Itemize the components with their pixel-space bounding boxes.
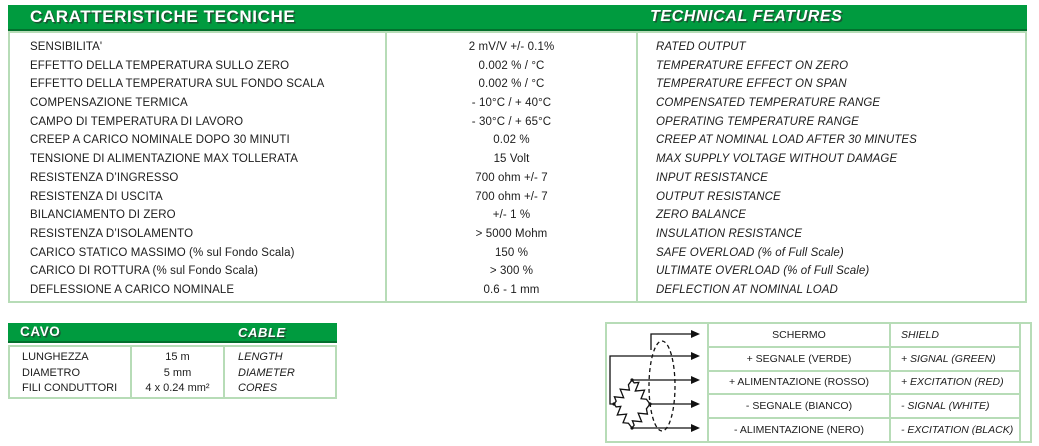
- wire-arrow-heads: [691, 330, 700, 432]
- cable-column-values: [132, 347, 225, 397]
- spec-label-it: RESISTENZA D’ISOLAMENTO: [30, 227, 194, 240]
- spec-value: > 5000 Mohm: [475, 227, 548, 240]
- wire-label-it: SCHERMO: [709, 324, 891, 346]
- cable-value: 5 mm: [163, 366, 192, 379]
- wiring-table: [707, 324, 1021, 441]
- spec-value: 2 mV/V +/- 0.1%: [468, 41, 555, 53]
- cable-column-english: [225, 347, 335, 397]
- specs-column-italian: [10, 33, 387, 301]
- wheatstone-bridge-diagram: [607, 324, 707, 441]
- spec-value: 15 Volt: [493, 153, 530, 166]
- spec-label-it: DEFLESSIONE A CARICO NOMINALE: [30, 283, 235, 296]
- cable-label-it: LUNGHEZZA: [22, 351, 89, 363]
- spec-value: - 10°C / + 40°C: [471, 97, 552, 110]
- spec-value: 0.6 - 1 mm: [483, 283, 540, 296]
- cable-label-it: FILI CONDUTTORI: [22, 382, 118, 394]
- wiring-section: [605, 322, 1032, 443]
- wire-label-en: - SIGNAL (WHITE): [901, 400, 990, 413]
- specs-column-values: [387, 33, 638, 301]
- wire-label-it: + ALIMENTAZIONE (ROSSO): [709, 372, 891, 394]
- spec-label-en: DEFLECTION AT NOMINAL LOAD: [656, 283, 838, 296]
- wiring-diagram-area: [607, 324, 707, 441]
- spec-label-en: MAX SUPPLY VOLTAGE WITHOUT DAMAGE: [656, 153, 898, 166]
- spec-value: 700 ohm +/- 7: [475, 190, 548, 203]
- wiring-row-signal-plus: [709, 348, 1019, 372]
- wire-label-it: + SEGNALE (VERDE): [709, 348, 891, 370]
- spec-label-it: CREEP A CARICO NOMINALE DOPO 30 MINUTI: [30, 134, 290, 147]
- cable-column-italian: [10, 347, 132, 397]
- spec-value: 150 %: [494, 246, 529, 259]
- spec-value: +/- 1 %: [492, 209, 531, 222]
- cable-label-it: DIAMETRO: [22, 366, 81, 379]
- spec-label-it: BILANCIAMENTO DI ZERO: [30, 209, 176, 222]
- spec-label-en: INPUT RESISTANCE: [656, 171, 768, 184]
- wire-label-en: SHIELD: [901, 328, 939, 341]
- spec-value: 0.002 % / °C: [478, 59, 545, 72]
- wiring-row-shield: [709, 324, 1019, 348]
- spec-label-it: TENSIONE DI ALIMENTAZIONE MAX TOLLERATA: [30, 153, 299, 166]
- spec-label-it: EFFETTO DELLA TEMPERATURA SUL FONDO SCALA: [30, 78, 325, 91]
- cable-title-english: CABLE: [238, 325, 286, 340]
- cable-label-en: LENGTH: [238, 351, 283, 363]
- wire-label-en: + SIGNAL (GREEN): [901, 352, 996, 365]
- cable-header-bar: [8, 323, 337, 343]
- wire-label-it: - ALIMENTAZIONE (NERO): [709, 419, 891, 441]
- spec-label-en: CREEP AT NOMINAL LOAD AFTER 30 MINUTES: [656, 134, 917, 147]
- spec-value: 700 ohm +/- 7: [475, 171, 548, 184]
- cable-title-italian: CAVO: [20, 324, 61, 339]
- spec-label-en: TEMPERATURE EFFECT ON ZERO: [656, 59, 849, 72]
- spec-label-it: EFFETTO DELLA TEMPERATURA SULLO ZERO: [30, 59, 290, 72]
- spec-label-it: SENSIBILITA': [30, 41, 103, 53]
- cable-table: [8, 345, 337, 399]
- spec-value: 0.02 %: [493, 134, 530, 147]
- wiring-row-excitation-minus: [709, 419, 1019, 441]
- wiring-row-excitation-plus: [709, 372, 1019, 396]
- cable-label-en: CORES: [238, 382, 278, 394]
- header-title-italian: CARATTERISTICHE TECNICHE: [30, 7, 296, 26]
- technical-features-header-bar: [8, 5, 1027, 31]
- wire-label-en: - EXCITATION (BLACK): [901, 424, 1014, 437]
- spec-label-en: OUTPUT RESISTANCE: [656, 190, 781, 203]
- spec-label-it: COMPENSAZIONE TERMICA: [30, 97, 188, 110]
- spec-label-it: RESISTENZA D’INGRESSO: [30, 171, 179, 184]
- spec-label-it: CAMPO DI TEMPERATURA DI LAVORO: [30, 115, 244, 128]
- spec-label-en: OPERATING TEMPERATURE RANGE: [656, 115, 859, 128]
- spec-label-en: TEMPERATURE EFFECT ON SPAN: [656, 78, 847, 91]
- bridge-node-dots: [612, 378, 651, 429]
- spec-value: 0.002 % / °C: [478, 78, 545, 91]
- spec-value: > 300 %: [489, 265, 534, 278]
- wire-label-it: - SEGNALE (BIANCO): [709, 395, 891, 417]
- spec-label-en: ZERO BALANCE: [656, 209, 747, 222]
- bridge-resistors: [611, 378, 653, 431]
- wiring-row-signal-minus: [709, 395, 1019, 419]
- spec-label-it: CARICO STATICO MASSIMO (% sul Fondo Scala): [30, 246, 295, 259]
- header-title-english: TECHNICAL FEATURES: [650, 8, 843, 25]
- specs-column-english: [638, 33, 1025, 301]
- spec-label-it: RESISTENZA DI USCITA: [30, 190, 163, 203]
- spec-label-en: RATED OUTPUT: [656, 41, 746, 53]
- specs-table: [8, 31, 1027, 303]
- spec-label-en: COMPENSATED TEMPERATURE RANGE: [656, 97, 881, 110]
- spec-label-en: SAFE OVERLOAD (% of Full Scale): [656, 246, 844, 259]
- spec-label-en: INSULATION RESISTANCE: [656, 227, 803, 240]
- spec-label-it: CARICO DI ROTTURA (% sul Fondo Scala): [30, 265, 259, 278]
- cable-value: 4 x 0.24 mm²: [145, 382, 210, 394]
- wire-label-en: + EXCITATION (RED): [901, 376, 1004, 389]
- cable-value: 15 m: [165, 351, 190, 363]
- cable-label-en: DIAMETER: [238, 366, 295, 379]
- spec-value: - 30°C / + 65°C: [471, 115, 552, 128]
- spec-label-en: ULTIMATE OVERLOAD (% of Full Scale): [656, 265, 870, 278]
- cable-shield-ellipse: [649, 341, 675, 431]
